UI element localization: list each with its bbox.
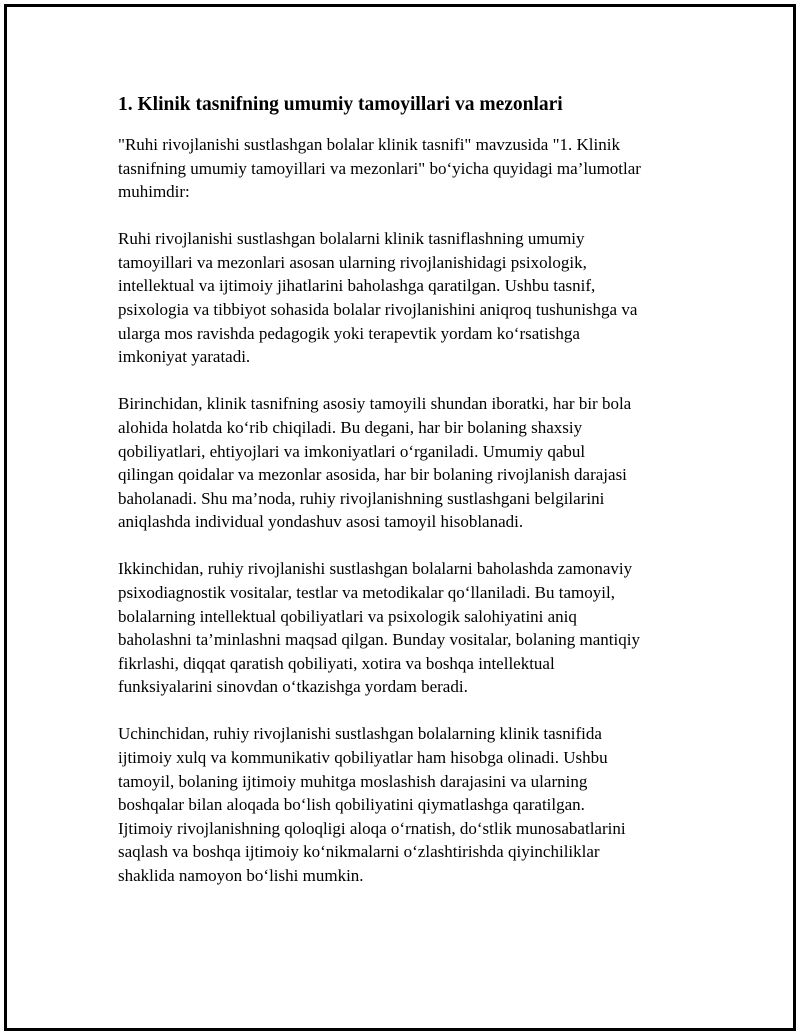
text-line: ularga mos ravishda pedagogik yoki terapevtik yordam ko‘rsatishga xyxy=(118,323,580,343)
text-line: funksiyalarini sinovdan o‘tkazishga yordam beradi. xyxy=(118,677,468,697)
text-line: bolalarning intellektual qobiliyatlari va psixologik salohiyatini aniq xyxy=(118,606,577,626)
document-body xyxy=(118,92,690,911)
text-line: tamoyillari va mezonlari asosan ularning rivojlanishidagi psixologik, xyxy=(118,252,587,272)
text-line: alohida holatda ko‘rib chiqiladi. Bu degani, har bir bolaning shaxsiy xyxy=(118,417,583,437)
text-line: Ijtimoiy rivojlanishning qoloqligi aloqa o‘rnatish, do‘stlik munosabatlarini xyxy=(118,818,626,838)
text-line: intellektual va ijtimoiy jihatlarini baholashga qaratilgan. Ushbu tasnif, xyxy=(118,276,596,296)
text-line: aniqlashda individual yondashuv asosi tamoyil hisoblanadi. xyxy=(118,512,524,532)
text-line: qobiliyatlari, ehtiyojlari va imkoniyatlari o‘rganiladi. Umumiy qabul xyxy=(118,441,586,461)
text-line: baholashni ta’minlashni maqsad qilgan. Bunday vositalar, bolaning mantiqiy xyxy=(118,630,640,650)
paragraph-third-principle xyxy=(118,722,690,887)
text-line: tamoyil, bolaning ijtimoiy muhitga moslashish darajasini va ularning xyxy=(118,771,588,791)
text-line: ijtimoiy xulq va kommunikativ qobiliyatlar ham hisobga olinadi. Ushbu xyxy=(118,748,608,768)
paragraph-first-principle xyxy=(118,392,690,534)
text-line: Ruhi rivojlanishi sustlashgan bolalarni klinik tasniflashning umumiy xyxy=(118,229,585,249)
text-line: qilingan qoidalar va mezonlar asosida, har bir bolaning rivojlanish darajasi xyxy=(118,465,627,485)
text-line: Uchinchidan, ruhiy rivojlanishi sustlashgan bolalarning klinik tasnifida xyxy=(118,724,602,744)
text-line: tasnifning umumiy tamoyillari va mezonlari" bo‘yicha quyidagi ma’lumotlar xyxy=(118,158,641,178)
text-line: baholanadi. Shu ma’noda, ruhiy rivojlanishning sustlashgani belgilarini xyxy=(118,488,605,508)
paragraph-second-principle xyxy=(118,557,690,699)
text-line: "Ruhi rivojlanishi sustlashgan bolalar klinik tasnifi" mavzusida "1. Klinik xyxy=(118,135,620,154)
text-line: psixodiagnostik vositalar, testlar va metodikalar qo‘llaniladi. Bu tamoyil, xyxy=(118,583,615,602)
text-line: saqlash va boshqa ijtimoiy ko‘nikmalarni o‘zlashtirishda qiyinchiliklar xyxy=(118,842,600,862)
text-line: boshqalar bilan aloqada bo‘lish qobiliyatini qiymatlashga qaratilgan. xyxy=(118,795,585,815)
text-line: Ikkinchidan, ruhiy rivojlanishi sustlashgan bolalarni baholashda zamonaviy xyxy=(118,559,633,579)
text-line: fikrlashi, diqqat qaratish qobiliyati, xotira va boshqa intellektual xyxy=(118,653,555,673)
paragraph-intro xyxy=(118,133,690,204)
text-line: Birinchidan, klinik tasnifning asosiy tamoyili shundan iboratki, har bir bola xyxy=(118,394,632,414)
text-line: shaklida namoyon bo‘lishi mumkin. xyxy=(118,866,364,886)
paragraph-overview xyxy=(118,227,690,369)
text-line: imkoniyat yaratadi. xyxy=(118,347,251,367)
text-line: muhimdir: xyxy=(118,182,190,202)
section-heading: 1. Klinik tasnifning umumiy tamoyillari va mezonlari xyxy=(118,94,563,115)
text-line: psixologia va tibbiyot sohasida bolalar rivojlanishini aniqroq tushunishga va xyxy=(118,300,638,320)
